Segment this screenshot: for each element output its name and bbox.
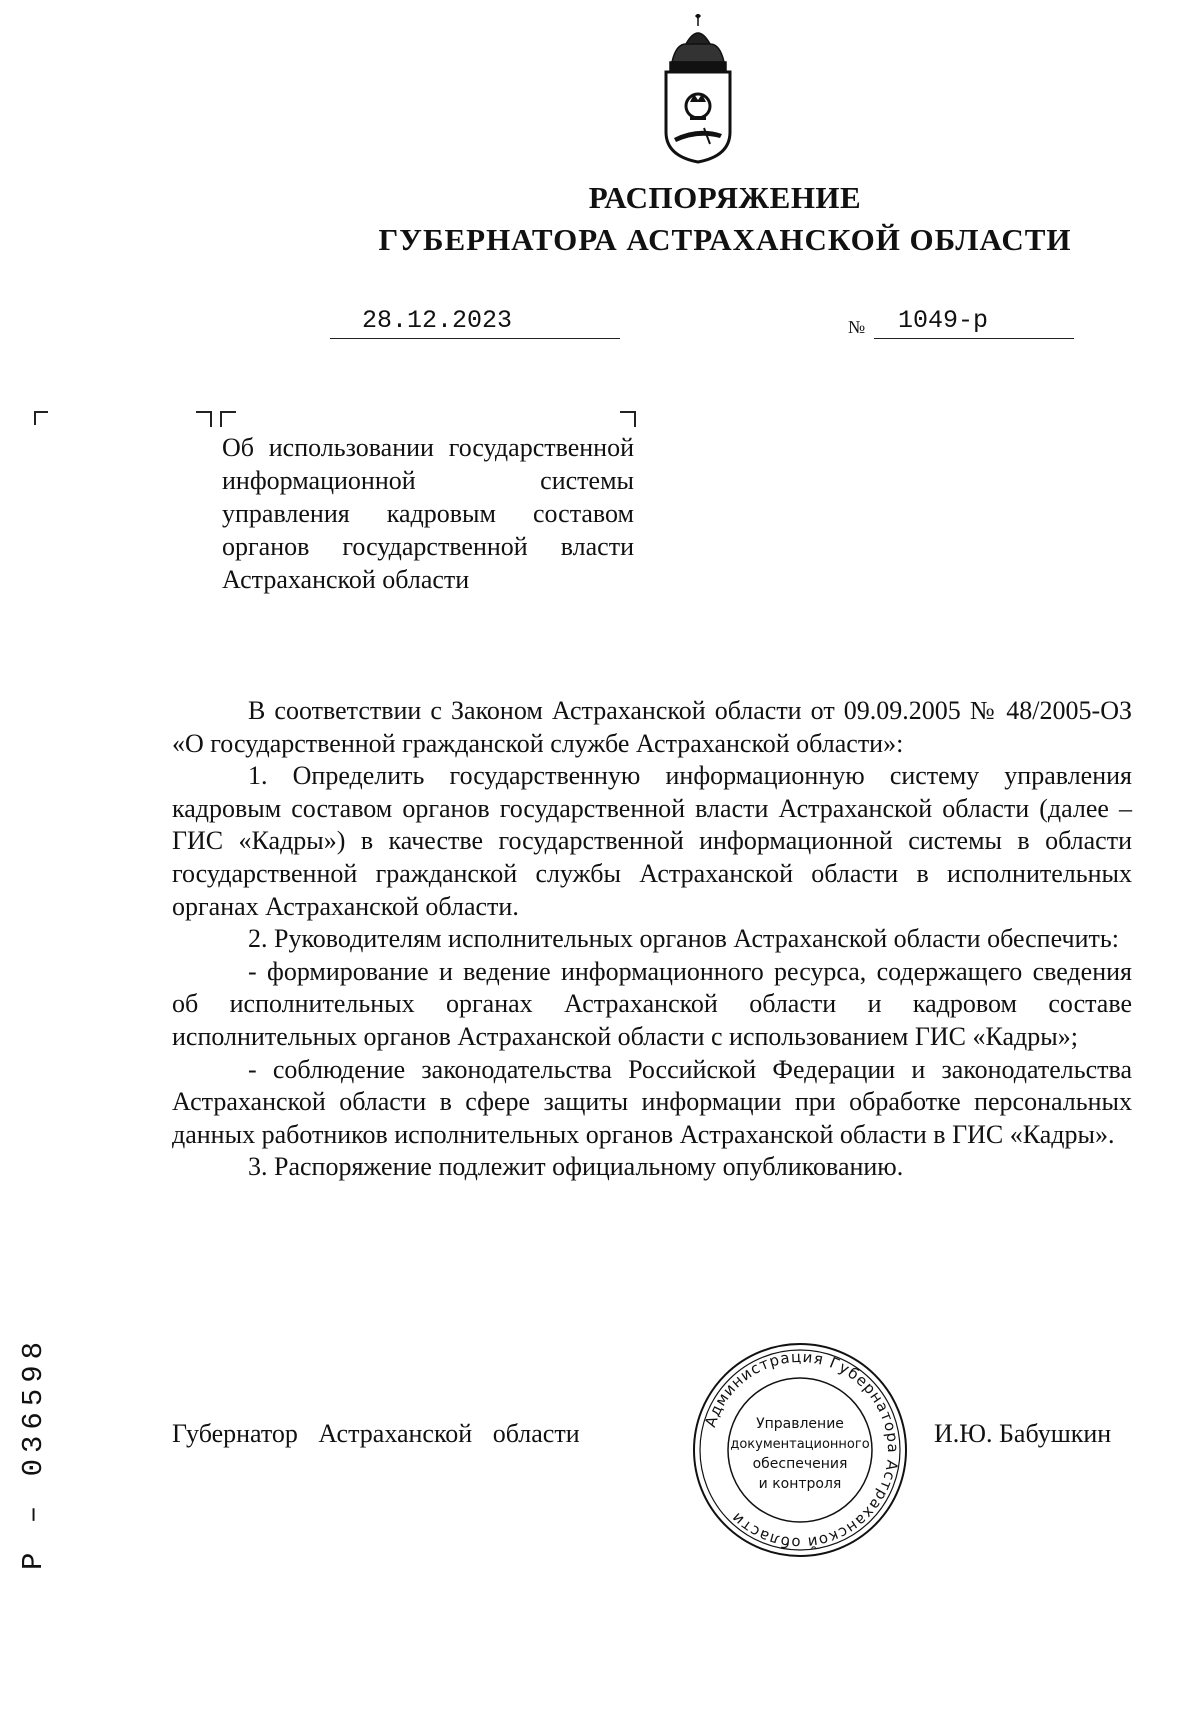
document-type-title: РАСПОРЯЖЕНИЕ — [588, 180, 862, 215]
subject-corner-top-right — [620, 411, 636, 427]
stamp-inner-line-4: и контроля — [758, 1476, 842, 1492]
stamp-outer-text: Администрация Губернатора Астраханской области — [701, 1347, 903, 1553]
astrakhan-coat-of-arms-icon — [656, 14, 740, 164]
item-2-paragraph: 2. Руководителям исполнительных органов Астраханской области обеспечить: — [248, 924, 1119, 954]
number-sign: № — [848, 317, 866, 337]
stamp-inner-line-2: документационного — [730, 1437, 870, 1452]
preamble-paragraph: В соответствии с Законом Астраханской области от 09.09.2005 № 48/2005-ОЗ «О государственной гражданской службе Астраханской области»: — [172, 696, 1132, 758]
item-1-paragraph: 1. Определить государственную информационную систему управления кадровым составом органов государственной власти Астраханской области (далее – ГИС «Кадры») в качестве государственной информационной системы в области государственной гражданской службы Астраханской области в исполнительных органах Астраханской области. — [172, 761, 1132, 921]
item-3-paragraph: 3. Распоряжение подлежит официальному опубликованию. — [248, 1152, 904, 1182]
document-body — [172, 695, 1132, 1184]
document-subject: Об использовании государственной информационной системы управления кадровым составом органов государственной власти Астраханской области — [222, 433, 634, 594]
left-margin-mark — [34, 411, 48, 425]
signer-name: И.Ю. Бабушкин — [934, 1419, 1112, 1448]
item-2a-paragraph: - формирование и ведение информационного ресурса, содержащего сведения об исполнительных органах Астраханской области и кадровом составе исполнительных органов Астраханской области с использованием ГИС «Кадры»; — [172, 956, 1132, 1051]
issuer-title: ГУБЕРНАТОРА АСТРАХАНСКОЙ ОБЛАСТИ — [378, 222, 1072, 257]
document-date: 28.12.2023 — [330, 304, 620, 339]
item-2b-paragraph: - соблюдение законодательства Российской Федерации и законодательства Астраханской области в сфере защиты информации при обработке персональных данных работников исполнительных органов Астраханской области в ГИС «Кадры». — [172, 1054, 1132, 1149]
subject-corner-top-left — [220, 411, 236, 427]
subject-corner-mark — [196, 411, 212, 427]
registration-side-code: Р – 036598 — [17, 1335, 50, 1570]
document-number: 1049-р — [874, 304, 1074, 339]
signer-role: Губернатор Астраханской области — [172, 1419, 580, 1448]
official-stamp — [690, 1340, 910, 1560]
stamp-inner-line-3: обеспечения — [752, 1456, 848, 1472]
stamp-inner-line-1: Управление — [756, 1416, 844, 1432]
